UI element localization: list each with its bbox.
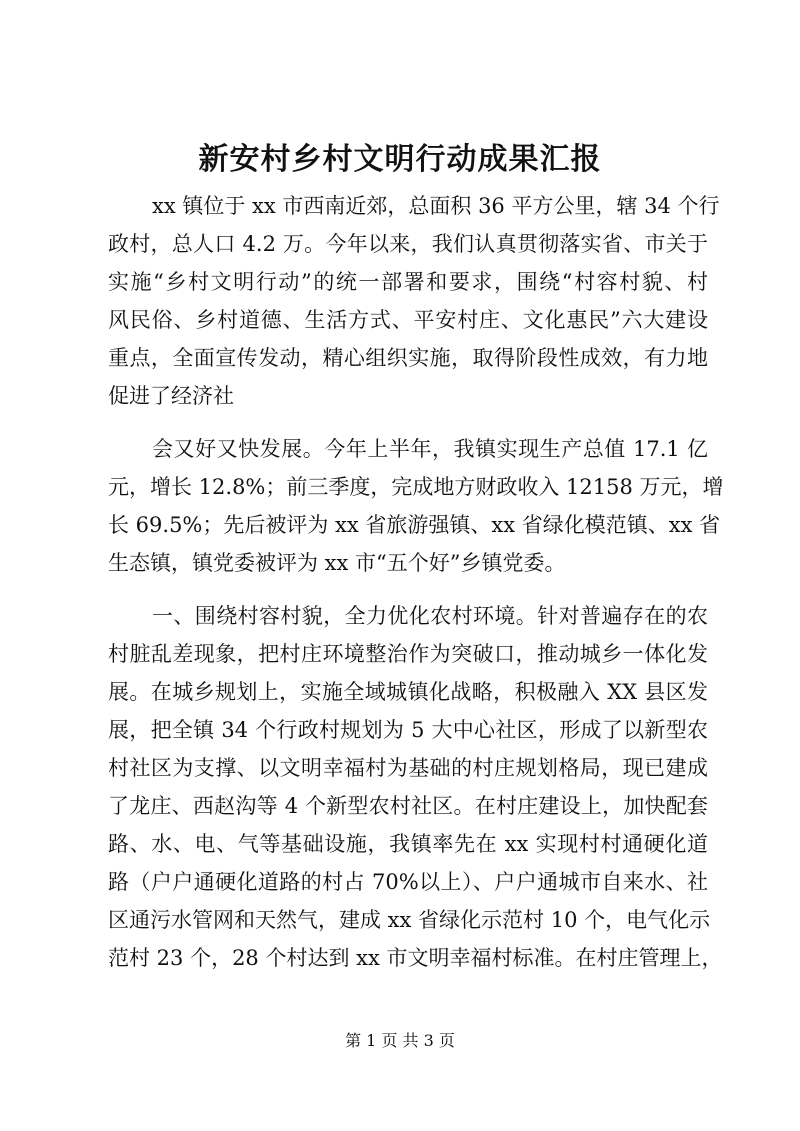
paragraph-1-line-4: 风民俗、乡村道德、生活方式、平安村庄、文化惠民”六大建设 [108,308,708,332]
paragraph-3-line-9: 区通污水管网和天然气，建成 xx 省绿化示范村 10 个，电气化示 [108,908,711,932]
paragraph-3-line-2: 村脏乱差现象，把村庄环境整治作为突破口，推动城乡一体化发 [108,642,708,666]
paragraph-3-line-7: 路、水、电、气等基础设施，我镇率先在 xx 实现村村通硬化道 [108,832,708,856]
paragraph-2-line-1: 会又好又快发展。今年上半年，我镇实现生产总值 17.1 亿 [152,437,708,461]
page-footer: 第 1 页 共 3 页 [345,1031,455,1050]
paragraph-3-line-4: 展，把全镇 34 个行政村规划为 5 大中心社区，形成了以新型农 [108,718,708,742]
paragraph-3-line-6: 了龙庄、西赵沟等 4 个新型农村社区。在村庄建设上，加快配套 [108,794,708,818]
paragraph-1-line-2: 政村，总人口 4.2 万。今年以来，我们认真贯彻落实省、市关于 [108,232,708,256]
paragraph-3-line-3: 展。在城乡规划上，实施全域城镇化战略，积极融入 XX 县区发 [108,680,708,704]
paragraph-3-line-8: 路（户户通硬化道路的村占 70%以上）、户户通城市自来水、社 [108,870,708,894]
paragraph-3-line-1: 一、围绕村容村貌，全力优化农村环境。针对普遍存在的农 [152,604,708,628]
paragraph-2-line-3: 长 69.5%；先后被评为 xx 省旅游强镇、xx 省绿化模范镇、xx 省 [108,513,721,537]
paragraph-3-line-10: 范村 23 个，28 个村达到 xx 市文明幸福村标准。在村庄管理上， [108,946,723,970]
paragraph-1-line-6: 促进了经济社 [108,384,234,408]
paragraph-2-line-2: 元，增长 12.8%；前三季度，完成地方财政收入 12158 万元，增 [108,475,724,499]
document-title: 新安村乡村文明行动成果汇报 [198,142,602,177]
paragraph-1-line-5: 重点，全面宣传发动，精心组织实施，取得阶段性成效，有力地 [108,346,708,370]
paragraph-3-line-5: 村社区为支撑、以文明幸福村为基础的村庄规划格局，现已建成 [108,756,708,780]
paragraph-1-line-3: 实施“乡村文明行动”的统一部署和要求，围绕“村容村貌、村 [108,270,708,294]
paragraph-1-line-1: xx 镇位于 xx 市西南近郊，总面积 36 平方公里，辖 34 个行 [152,194,720,218]
paragraph-2-line-4: 生态镇，镇党委被评为 xx 市“五个好”乡镇党委。 [108,551,566,575]
